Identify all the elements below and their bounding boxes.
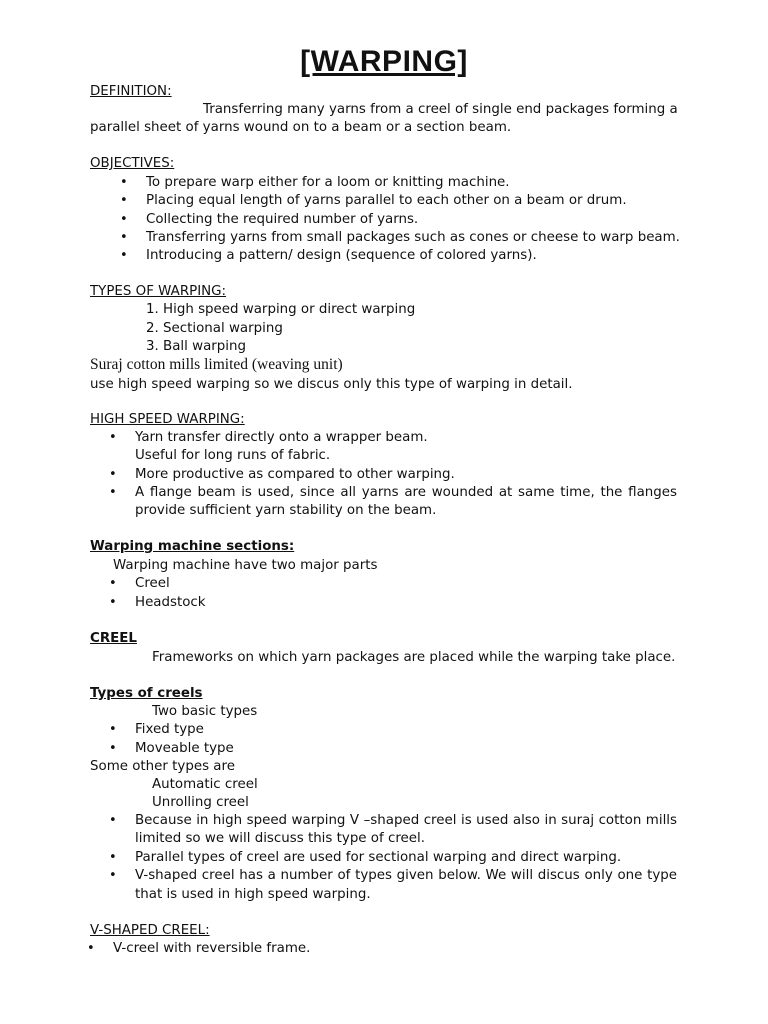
sections-item: • Creel (135, 575, 170, 593)
creel-note-item: • Because in high speed warping V –shaped creel is used also in suraj cotton mills (135, 812, 677, 830)
page-title: [WARPING] (300, 45, 468, 78)
types-item: 1. High speed warping or direct warping (146, 302, 416, 317)
high-speed-heading: HIGH SPEED WARPING: (90, 412, 245, 427)
high-speed-item: • More productive as compared to other warping. (135, 466, 455, 484)
sections-intro: Warping machine have two major parts (113, 558, 378, 573)
objective-item: • Introducing a pattern/ design (sequence of colored yarns). (146, 247, 537, 265)
objective-item: • Collecting the required number of yarns. (146, 211, 418, 229)
creel-other-item: Unrolling creel (152, 795, 249, 810)
types-item: 3. Ball warping (146, 339, 246, 354)
sections-heading: Warping machine sections: (90, 539, 295, 554)
objective-item: • Placing equal length of yarns parallel to each other on a beam or drum. (146, 192, 627, 210)
creel-text: Frameworks on which yarn packages are placed while the warping take place. (152, 650, 676, 665)
high-speed-item: • Yarn transfer directly onto a wrapper beam. (135, 429, 428, 447)
mill-name: Suraj cotton mills limited (weaving unit) (90, 356, 343, 373)
definition-heading: DEFINITION: (90, 84, 172, 99)
creel-other-item: Automatic creel (152, 777, 258, 792)
types-note: use high speed warping so we discus only this type of warping in detail. (90, 377, 573, 392)
creel-heading: CREEL (90, 631, 137, 646)
sections-item: • Headstock (135, 594, 206, 612)
creel-note-item-cont: that is used in high speed warping. (135, 887, 371, 902)
creel-note-item: • Parallel types of creel are used for sectional warping and direct warping. (135, 849, 621, 867)
creel-note-item: • V-shaped creel has a number of types given below. We will discus only one type (135, 867, 677, 885)
vshaped-item: • V-creel with reversible frame. (113, 940, 310, 958)
types-item: 2. Sectional warping (146, 321, 283, 336)
vshaped-heading: V-SHAPED CREEL: (90, 923, 210, 938)
creel-types-intro: Two basic types (152, 704, 258, 719)
creel-types-other: Some other types are (90, 759, 235, 774)
objective-item: • Transferring yarns from small packages such as cones or cheese to warp beam. (146, 229, 680, 247)
creel-type-item: • Moveable type (135, 740, 234, 758)
creel-type-item: • Fixed type (135, 721, 204, 739)
high-speed-item-cont: Useful for long runs of fabric. (135, 448, 331, 463)
definition-text-line-2: parallel sheet of yarns wound on to a beam or a section beam. (90, 120, 512, 135)
objectives-heading: OBJECTIVES: (90, 156, 175, 171)
types-heading: TYPES OF WARPING: (90, 284, 227, 299)
definition-text-line-1: Transferring many yarns from a creel of single end packages forming a (203, 102, 678, 117)
creel-types-heading: Types of creels (90, 686, 203, 701)
objective-item: • To prepare warp either for a loom or knitting machine. (146, 174, 510, 192)
creel-note-item-cont: limited so we will discuss this type of creel. (135, 831, 425, 846)
high-speed-item: • A flange beam is used, since all yarns are wounded at same time, the flanges (135, 484, 677, 502)
high-speed-item-cont: provide sufficient yarn stability on the beam. (135, 503, 437, 518)
